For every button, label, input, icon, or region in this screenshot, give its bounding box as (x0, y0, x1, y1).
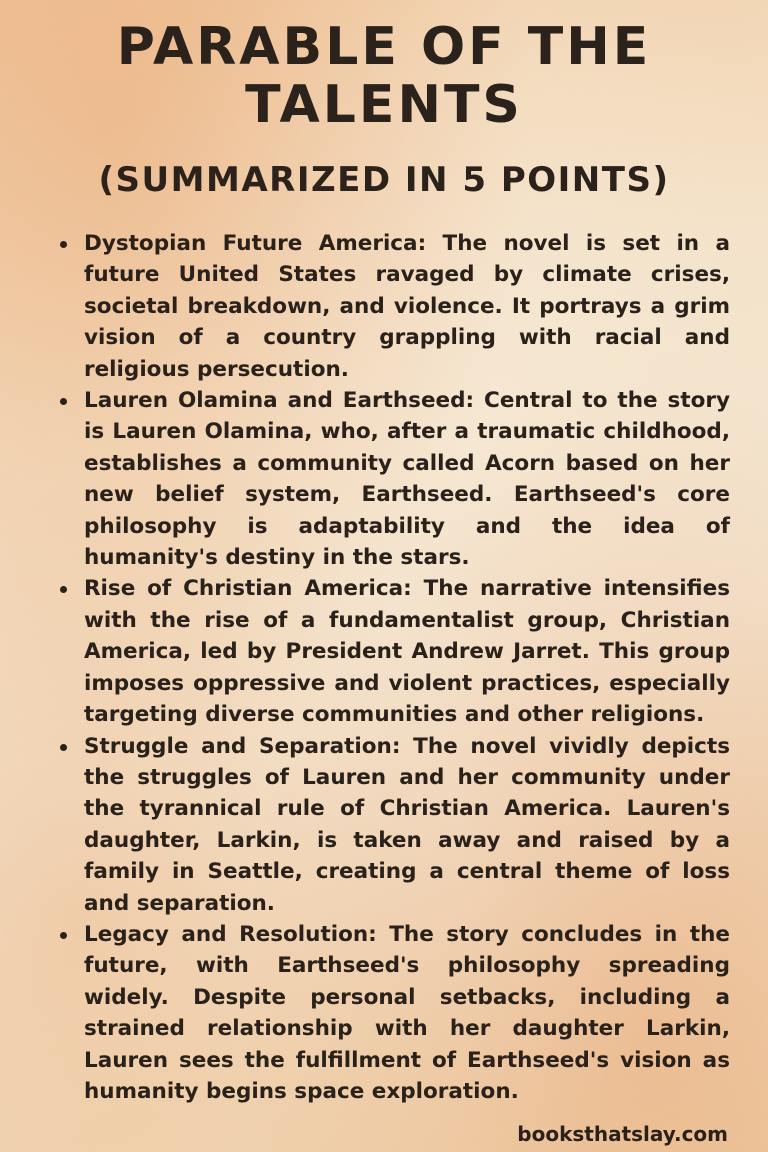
bullet-dot (60, 398, 67, 405)
bullet-dot (60, 241, 67, 248)
summary-point-text: Legacy and Resolution: The story concludes in the future, with Earthseed's philosophy spreading widely. Despite personal setbacks, including a strained relationship with her daughter Larkin, Lauren sees the fulfillment of Earthseed's vision as humanity begins space exploration. (84, 921, 730, 1104)
summary-point (84, 731, 730, 919)
page-subtitle: (SUMMARIZED IN 5 POINTS) (98, 160, 670, 200)
summary-point-text: Lauren Olamina and Earthseed: Central to the story is Lauren Olamina, who, after a traumatic childhood, establishes a community called Acorn based on her new belief system, Earthseed. Earthseed's core philosophy is adaptability and the idea of humanity's destiny in the stars. (84, 388, 730, 571)
summary-point (84, 573, 730, 730)
summary-point (84, 385, 730, 573)
title-line-2: TALENTS (245, 75, 523, 135)
title-line-1: PARABLE OF THE (116, 17, 652, 77)
summary-point-text: Rise of Christian America: The narrative intensifies with the rise of a fundamentalist group, Christian America, led by President Andrew Jarret. This group imposes oppressive and violent practices, especially targeting diverse communities and other religions. (84, 576, 730, 728)
summary-point (84, 228, 730, 385)
page-title (0, 18, 768, 134)
site-url: booksthatslay.com (517, 1122, 728, 1146)
summary-points-list (58, 228, 730, 1107)
bullet-dot (60, 586, 67, 593)
bullet-dot (60, 744, 67, 751)
summary-point-text: Struggle and Separation: The novel vividly depicts the struggles of Lauren and her community under the tyrannical rule of Christian America. Lauren's daughter, Larkin, is taken away and raised by a family in Seattle, creating a central theme of loss and separation. (84, 733, 730, 916)
summary-point (84, 919, 730, 1107)
bullet-dot (60, 932, 67, 939)
summary-point-text: Dystopian Future America: The novel is set in a future United States ravaged by climate crises, societal breakdown, and violence. It portrays a grim vision of a country grappling with racial and religious persecution. (84, 231, 730, 382)
